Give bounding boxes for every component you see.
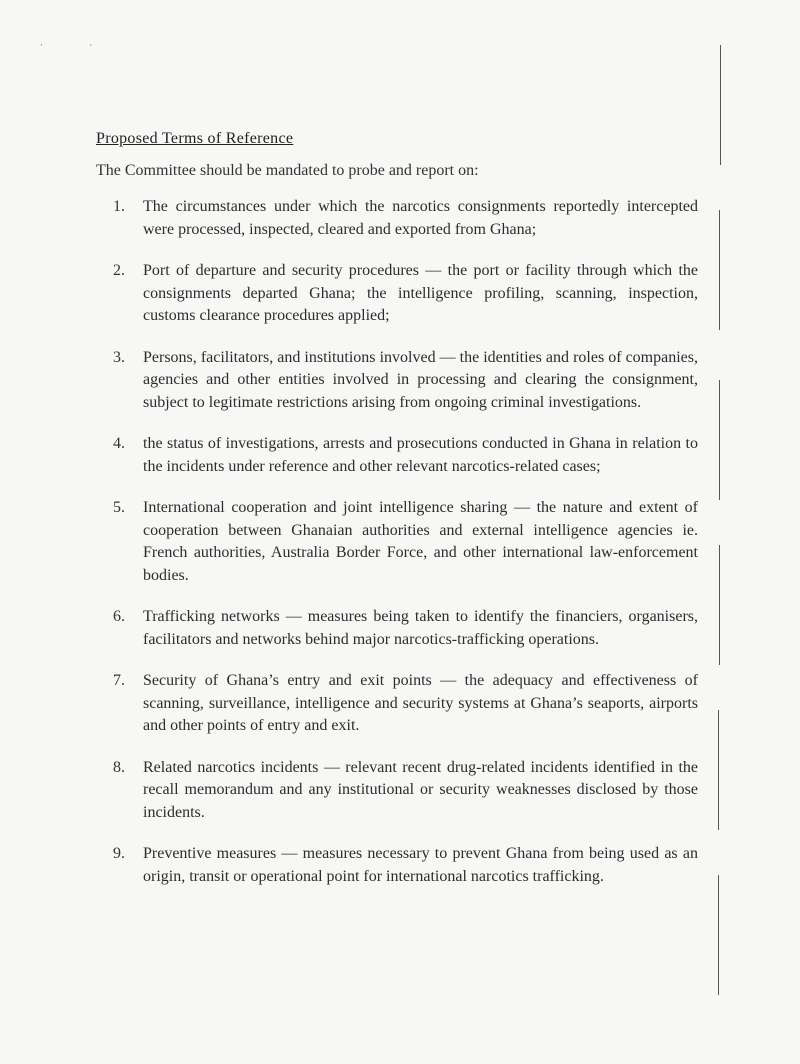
scan-specks: · ·	[40, 40, 115, 50]
list-item	[113, 347, 698, 415]
scan-edge-mark	[718, 875, 719, 995]
scan-edge-mark	[719, 380, 720, 500]
item-number: 9.	[113, 845, 125, 862]
list-item	[113, 497, 698, 587]
item-number: 8.	[113, 758, 125, 776]
scan-edge-mark	[719, 210, 720, 330]
list-item	[113, 260, 698, 328]
terms-list	[113, 196, 698, 907]
item-text: Persons, facilitators, and institutions involved — the identities and roles of companies, agencies and other entities involved in processing and clearing the consignment, subject to legitimate restrictions arising from ongoing criminal investigations.	[143, 348, 698, 411]
item-text: Security of Ghana’s entry and exit points — the adequacy and effectiveness of scanning, surveillance, intelligence and security systems at Ghana’s seaports, airports and other points of entry and exit.	[143, 672, 698, 734]
item-text: Port of departure and security procedures — the port or facility through which the consignments departed Ghana; the intelligence profiling, scanning, inspection, customs clearance procedures applied;	[143, 262, 698, 324]
item-text: International cooperation and joint intelligence sharing — the nature and extent of cooperation between Ghanaian authorities and external intelligence agencies ie. French authorities, Australia Border Force, and other international law-enforcement bodies.	[143, 499, 698, 584]
scan-edge-mark	[720, 45, 721, 165]
item-text: Trafficking networks — measures being taken to identify the financiers, organisers, facilitators and networks behind major narcotics-trafficking operations.	[143, 608, 698, 648]
item-number: 5.	[113, 499, 125, 516]
scan-edge-mark	[719, 545, 720, 665]
list-item	[113, 606, 698, 651]
item-number: 7.	[113, 672, 125, 689]
item-number: 3.	[113, 348, 125, 366]
list-item	[113, 670, 698, 738]
item-text: Related narcotics incidents — relevant recent drug-related incidents identified in the recall memorandum and any institutional or security weaknesses disclosed by those incidents.	[143, 758, 698, 821]
scan-edge-mark	[718, 710, 719, 830]
item-text: Preventive measures — measures necessary to prevent Ghana from being used as an origin, transit or operational point for international narcotics trafficking.	[143, 845, 698, 885]
document-heading: Proposed Terms of Reference	[96, 130, 294, 147]
item-text: the status of investigations, arrests and prosecutions conducted in Ghana in relation to the incidents under reference and other relevant narcotics-related cases;	[143, 435, 698, 475]
list-item	[113, 196, 698, 241]
item-text: The circumstances under which the narcotics consignments reportedly intercepted were processed, inspected, cleared and exported from Ghana;	[143, 198, 698, 238]
list-item	[113, 843, 698, 888]
item-number: 4.	[113, 435, 125, 452]
item-number: 6.	[113, 608, 125, 625]
item-number: 2.	[113, 262, 125, 279]
item-number: 1.	[113, 198, 125, 215]
intro-text: The Committee should be mandated to probe and report on:	[96, 162, 479, 179]
list-item	[113, 433, 698, 478]
list-item	[113, 757, 698, 825]
